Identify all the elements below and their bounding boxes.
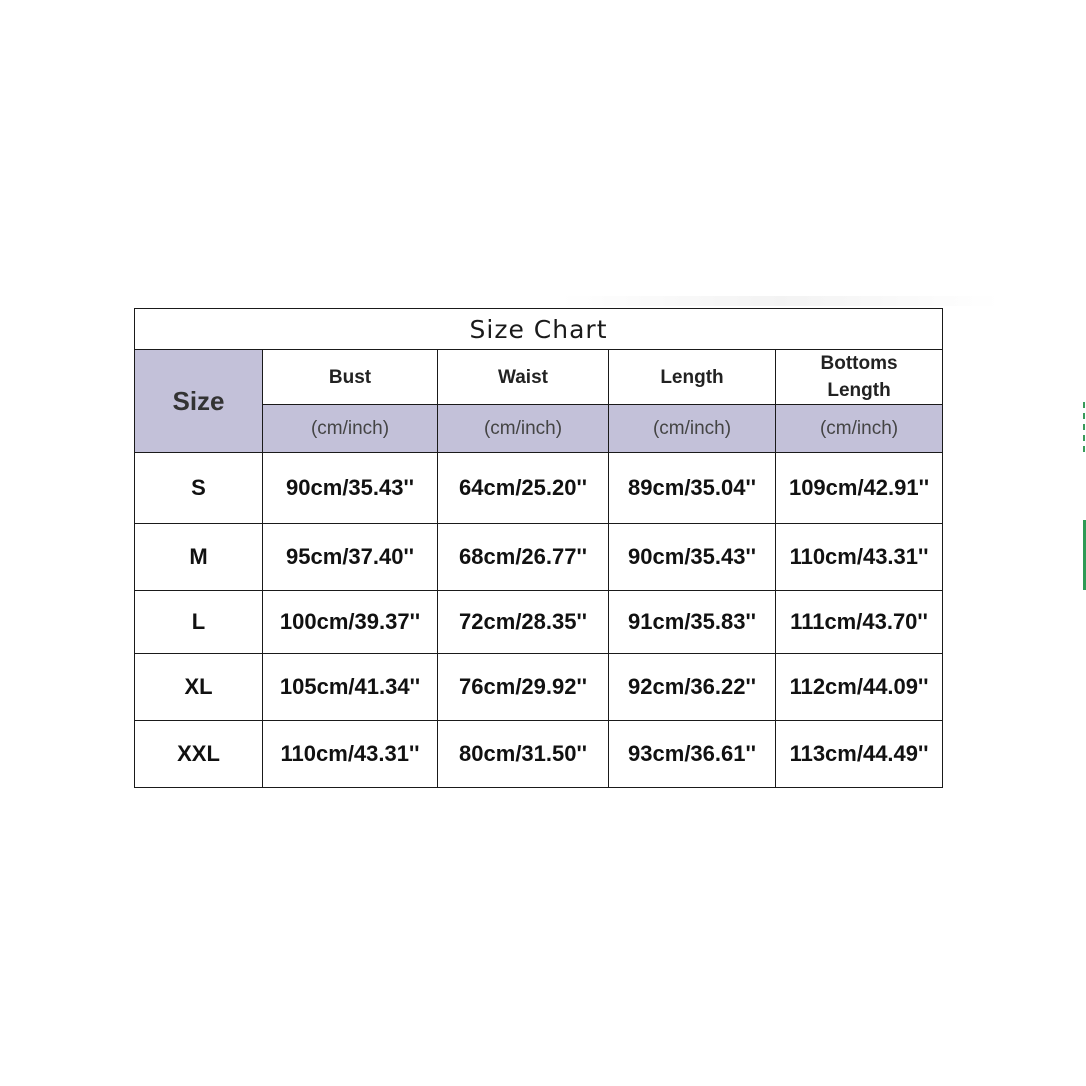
length-value: 93cm/36.61'' xyxy=(609,721,776,788)
waist-value: 76cm/29.92'' xyxy=(438,654,609,721)
table-row xyxy=(135,453,943,524)
table-row xyxy=(135,654,943,721)
size-chart-table xyxy=(134,308,943,788)
length-value: 90cm/35.43'' xyxy=(609,524,776,591)
table-row xyxy=(135,591,943,654)
bottoms-length-value: 112cm/44.09'' xyxy=(776,654,943,721)
column-header-bottoms-length: Bottoms Length xyxy=(776,350,943,405)
bust-value: 90cm/35.43'' xyxy=(263,453,438,524)
waist-value: 80cm/31.50'' xyxy=(438,721,609,788)
unit-label-bottoms-length: (cm/inch) xyxy=(776,405,943,453)
bust-value: 100cm/39.37'' xyxy=(263,591,438,654)
waist-value: 68cm/26.77'' xyxy=(438,524,609,591)
column-header-length: Length xyxy=(609,350,776,405)
header-row xyxy=(135,350,943,405)
bottoms-length-value: 109cm/42.91'' xyxy=(776,453,943,524)
table-row xyxy=(135,524,943,591)
waist-value: 72cm/28.35'' xyxy=(438,591,609,654)
bottoms-length-value: 110cm/43.31'' xyxy=(776,524,943,591)
bust-value: 110cm/43.31'' xyxy=(263,721,438,788)
length-value: 89cm/35.04'' xyxy=(609,453,776,524)
size-label: S xyxy=(135,453,263,524)
size-label: XXL xyxy=(135,721,263,788)
length-value: 91cm/35.83'' xyxy=(609,591,776,654)
bottoms-length-value: 113cm/44.49'' xyxy=(776,721,943,788)
table-row xyxy=(135,721,943,788)
waist-value: 64cm/25.20'' xyxy=(438,453,609,524)
bust-value: 105cm/41.34'' xyxy=(263,654,438,721)
column-header-bust: Bust xyxy=(263,350,438,405)
shadow-band xyxy=(560,296,1000,306)
size-label: L xyxy=(135,591,263,654)
column-header-waist: Waist xyxy=(438,350,609,405)
size-column-header: Size xyxy=(135,350,263,453)
bust-value: 95cm/37.40'' xyxy=(263,524,438,591)
unit-label-length: (cm/inch) xyxy=(609,405,776,453)
unit-label-bust: (cm/inch) xyxy=(263,405,438,453)
size-label: M xyxy=(135,524,263,591)
length-value: 92cm/36.22'' xyxy=(609,654,776,721)
title-row xyxy=(135,309,943,350)
unit-label-waist: (cm/inch) xyxy=(438,405,609,453)
size-chart-container xyxy=(134,308,942,788)
size-label: XL xyxy=(135,654,263,721)
chart-title: Size Chart xyxy=(135,309,943,350)
bottoms-length-value: 111cm/43.70'' xyxy=(776,591,943,654)
